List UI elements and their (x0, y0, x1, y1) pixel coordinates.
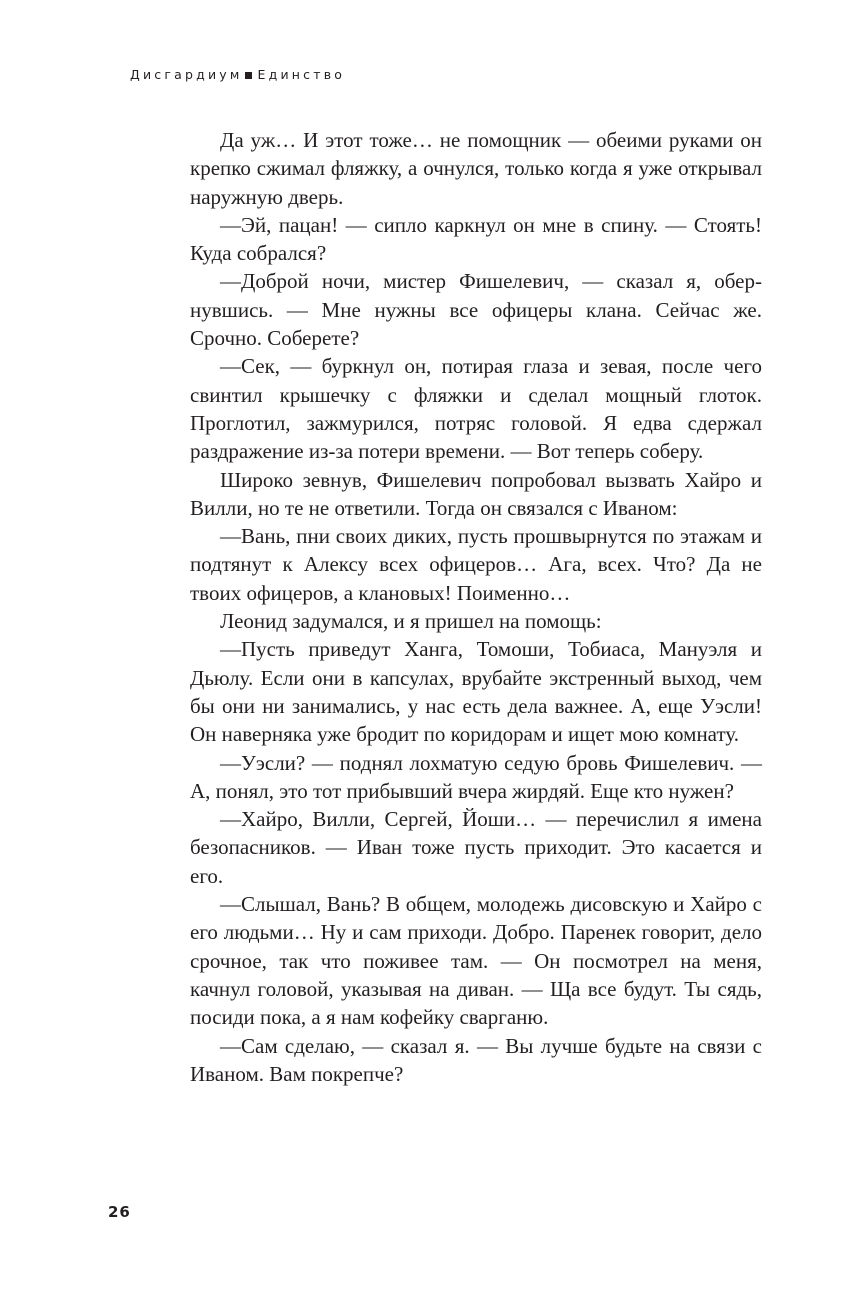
paragraph: Широко зевнув, Фишелевич попробовал вызвать Хайро и Вилли, но те не ответили. Тогда он связался с Иваном: (190, 467, 762, 520)
page-number: 26 (108, 1203, 131, 1221)
book-title: Дисгардиум (130, 67, 243, 82)
paragraph: —Вань, пни своих диких, пусть прошвырнутся по этажам и подтянут к Алексу всех офицеров… Ага, всех. Что? Да не твоих офицеров, а клановых! Поименно… (190, 524, 762, 605)
paragraph: —Доброй ночи, мистер Фишелевич, — сказал я, обернувшись. — Мне нужны все офицеры клана. Сейчас же. Срочно. Соберете? (190, 269, 762, 351)
paragraph: —Сам сделаю, — сказал я. — Вы лучше будьте на связи с Иваном. Вам покрепче? (190, 1033, 762, 1086)
paragraph: —Эй, пацан! — сипло каркнул он мне в спину. — Стоять! Куда собрался? (190, 212, 762, 266)
paragraph: Да уж… И этот тоже… не помощник — обеими руками он крепко сжимал фляжку, а очнулся, только когда я уже открывал наружную дверь. (190, 128, 762, 209)
body-text (190, 126, 762, 1088)
paragraph: —Слышал, Вань? В общем, молодежь дисовскую и Хайро с его людьми… Ну и сам приходи. Добро. Паренек говорит, дело срочное, так что поживее там. — Он посмотрел на меня, качнул головой, указывая на диван. — Ща все будут. Ты сядь, посиди пока, а я нам кофейку сварганю. (190, 892, 762, 1030)
paragraph: Леонид задумался, и я пришел на помощь: (220, 609, 602, 634)
paragraph: —Уэсли? — поднял лохматую седую бровь Фишелевич. — А, понял, это тот прибывший вчера жирдяй. Еще кто нужен? (190, 750, 762, 803)
volume-title: Единство (257, 67, 346, 82)
paragraph: —Сек, — буркнул он, потирая глаза и зевая, после чего свинтил крышечку с фляжки и сделал мощный глоток. Проглотил, зажмурился, потряс головой. Я едва сдержал раздражение из-за потери времени. — Вот теперь соберу. (190, 354, 762, 464)
header-separator-square (245, 72, 252, 79)
paragraph: —Пусть приведут Ханга, Томоши, Тобиаса, Мануэля и Дьюлу. Если они в капсулах, врубайте экстренный выход, чем бы они ни занимались, у нас есть дела важнее. А, еще Уэсли! Он наверняка уже бродит по коридорам и ищет мою комнату. (190, 637, 762, 747)
paragraph: —Хайро, Вилли, Сергей, Йоши… — перечислил я имена безопасников. — Иван тоже пусть приходит. Это касается и его. (190, 807, 762, 888)
running-header (130, 67, 345, 82)
